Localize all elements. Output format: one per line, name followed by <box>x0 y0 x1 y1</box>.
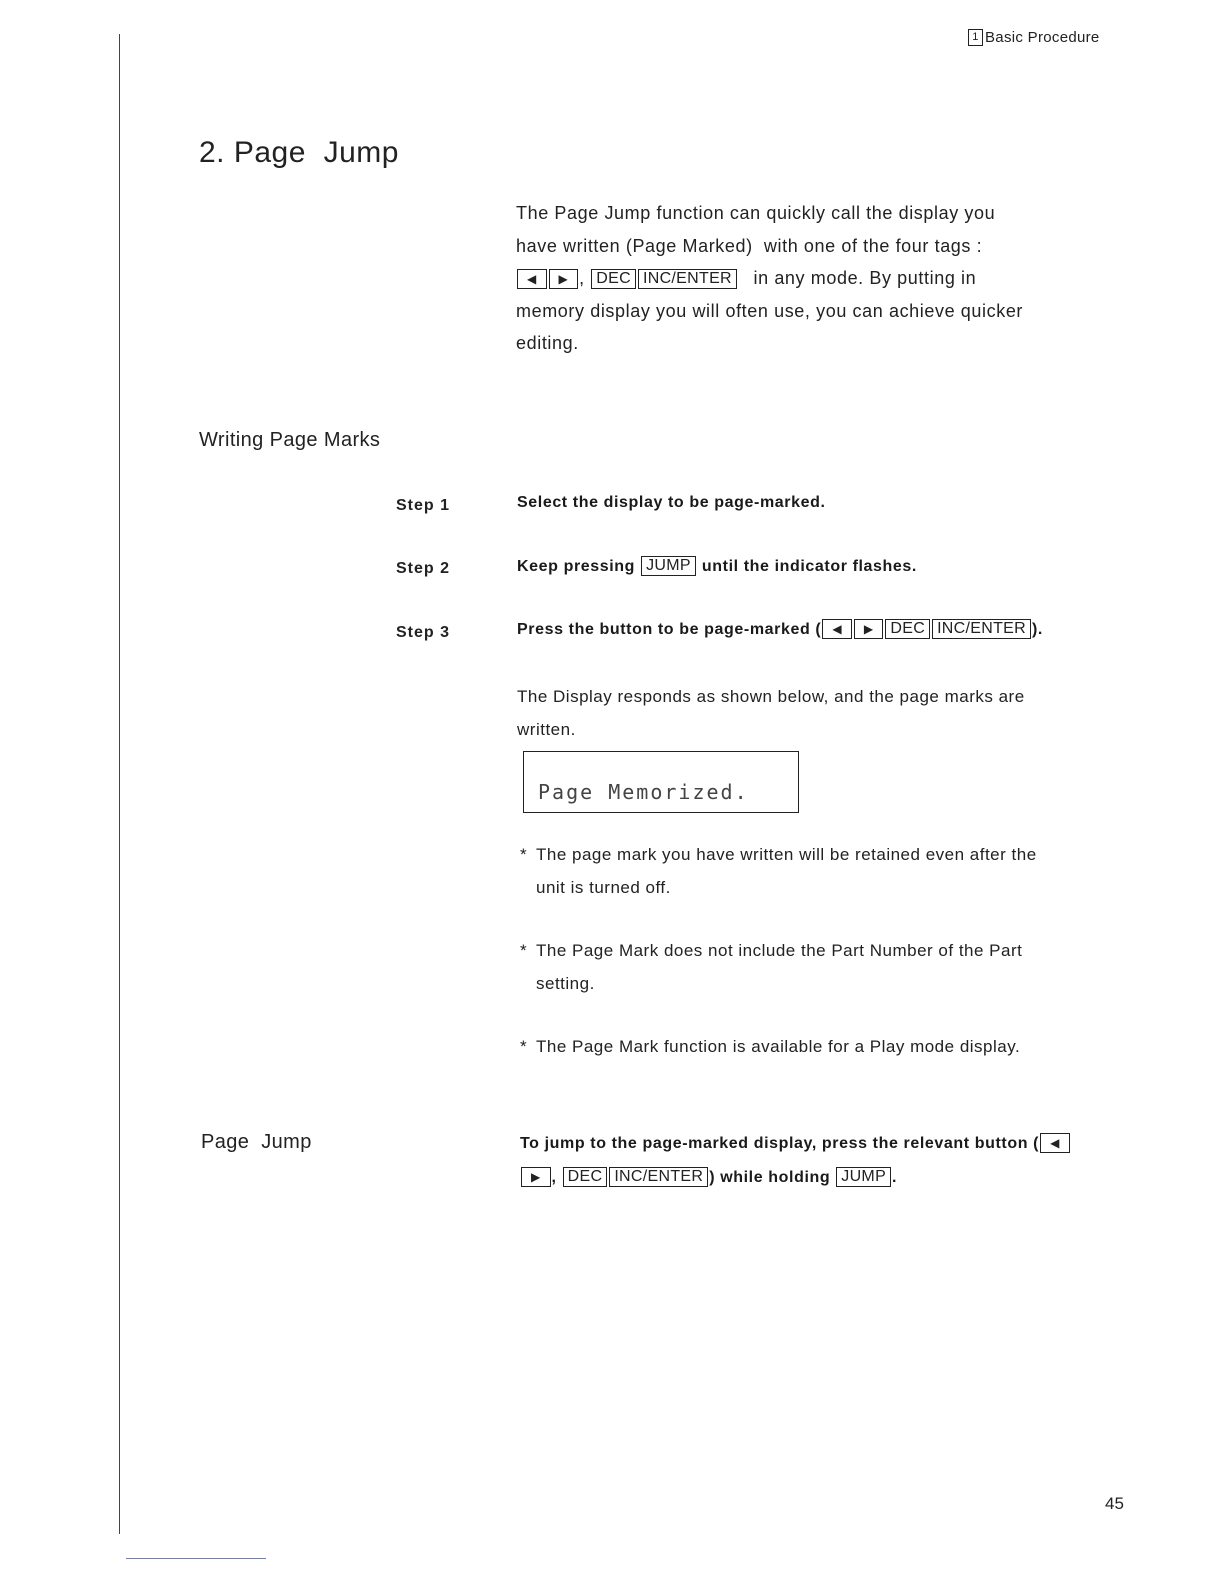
dec-key: DEC <box>591 269 636 289</box>
intro-line-2: have written (Page Marked) with one of the four tags : <box>516 235 983 256</box>
response-paragraph <box>517 680 1129 746</box>
step-2-label: Step 2 <box>396 560 451 577</box>
bottom-rule <box>126 1558 266 1559</box>
inc-enter-key: INC/ENTER <box>638 269 737 289</box>
lcd-display <box>523 751 799 813</box>
binding-line <box>119 34 120 1534</box>
right-arrow-key: ▶ <box>549 269 579 289</box>
note-3: * The Page Mark function is available for a Play mode display. <box>520 1030 1130 1063</box>
jump-key: JUMP <box>641 556 696 576</box>
note-1: * The page mark you have written will be retained even after the unit is turned off. <box>520 838 1130 904</box>
page-jump-instruction: To jump to the page-marked display, press the relevant button ( ◀ ▶ , DEC INC/ENTER ) while holding JUMP . <box>520 1127 1130 1195</box>
note-star: * <box>520 845 528 864</box>
step-3-text: Press the button to be page-marked ( ◀ ▶ DEC INC/ENTER ). <box>517 620 1043 638</box>
intro-line-3-rest: in any mode. By putting in <box>753 268 977 288</box>
note-star: * <box>520 941 528 960</box>
response-line-2: written. <box>517 720 576 739</box>
left-arrow-key: ◀ <box>822 619 852 639</box>
intro-paragraph <box>516 197 1126 360</box>
intro-line-1: The Page Jump function can quickly call the display you <box>516 203 996 223</box>
intro-line-4: memory display you will often use, you can achieve quicker <box>516 300 1024 321</box>
dec-key: DEC <box>885 619 930 639</box>
page-number: 45 <box>1105 1494 1124 1513</box>
step-1-text: Select the display to be page-marked. <box>517 494 826 511</box>
header-title: Basic Procedure <box>985 29 1100 46</box>
response-line-1: The Display responds as shown below, and the page marks are <box>517 687 1025 706</box>
inc-enter-key: INC/ENTER <box>609 1167 708 1187</box>
note-2: * The Page Mark does not include the Part Number of the Part setting. <box>520 934 1130 1000</box>
page-title: 2. Page Jump <box>199 136 399 169</box>
right-arrow-key: ▶ <box>521 1167 551 1187</box>
right-arrow-key: ▶ <box>854 619 884 639</box>
chapter-number-box: 1 <box>968 29 983 46</box>
inc-enter-key: INC/ENTER <box>932 619 1031 639</box>
left-arrow-key: ◀ <box>517 269 547 289</box>
lcd-text: Page Memorized. <box>538 780 749 804</box>
dec-key: DEC <box>563 1167 608 1187</box>
intro-line-5: editing. <box>516 333 579 353</box>
writing-page-marks-heading: Writing Page Marks <box>199 429 381 451</box>
note-star: * <box>520 1037 528 1056</box>
intro-line-3: ◀ ▶ , DEC INC/ENTER in any mode. By putting in <box>516 262 1126 295</box>
jump-key: JUMP <box>836 1167 891 1187</box>
step-1-label: Step 1 <box>396 497 451 514</box>
step-3-label: Step 3 <box>396 624 451 641</box>
step-2-text: Keep pressing JUMP until the indicator flashes. <box>517 557 917 575</box>
page-jump-heading: Page Jump <box>201 1131 312 1153</box>
left-arrow-key: ◀ <box>1040 1133 1070 1153</box>
running-header <box>968 29 1100 46</box>
